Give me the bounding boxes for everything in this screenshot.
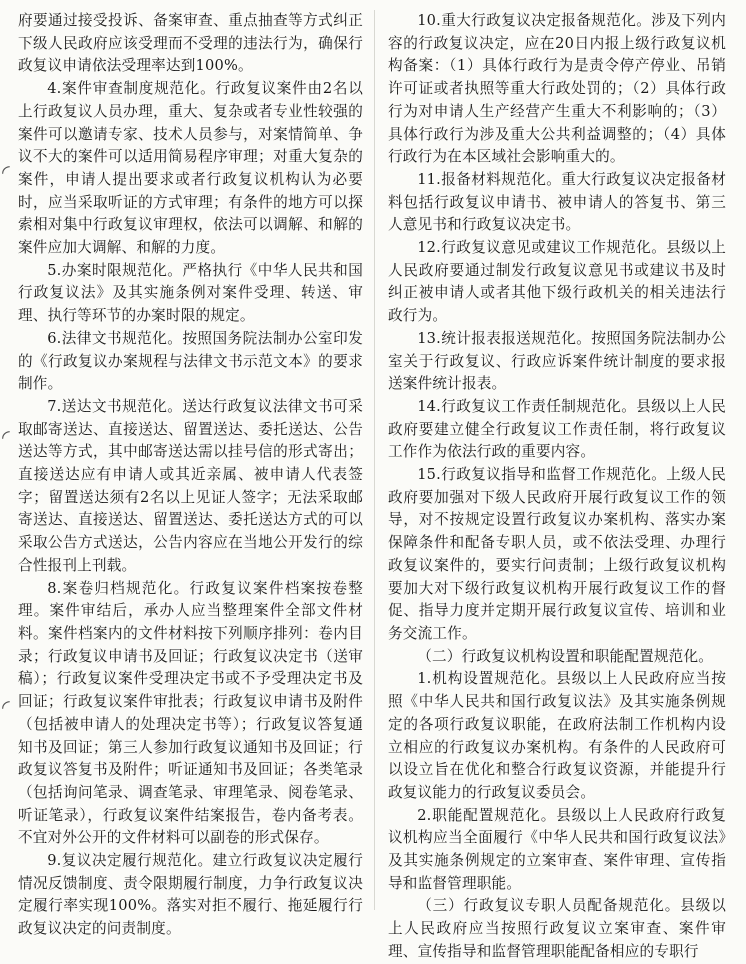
left-column xyxy=(18,10,363,941)
paragraph: 9.复议决定履行规范化。建立行政复议决定履行情况反馈制度、责令限期履行制度，力争行政复议决定履行率实现100%。落实对拒不履行、拖延履行行政复议决定的问责制度。 xyxy=(18,852,363,938)
paragraph: 5.办案时限规范化。严格执行《中华人民共和国行政复议法》及其实施条例对案件受理、转送、审理、执行等环节的办案时限的规定。 xyxy=(18,261,363,325)
paragraph: 7.送达文书规范化。送达行政复议法律文书可采取邮寄送达、直接送达、留置送达、委托送达、公告送达等方式，其中邮寄送达需以挂号信的形式寄出；直接送达应有申请人或其近亲属、被申请人代表签字；留置送达须有2名以上见证人签字；无法采取邮寄送达、直接送达、留置送达、委托送达方式的可以采取公告方式送达，公告内容应在当地公开发行的综合性报刊上刊载。 xyxy=(18,397,363,574)
paragraph: 2.职能配置规范化。县级以上人民政府行政复议机构应当全面履行《中华人民共和国行政复议法》及其实施条例规定的立案审查、案件审理、宣传指导和监督管理职能。 xyxy=(388,806,726,892)
paragraph: 15.行政复议指导和监督工作规范化。上级人民政府要加强对下级人民政府开展行政复议工作的领导，对不按规定设置行政复议办案机构、落实办案保障条件和配备专职人员，或不依法受理、办理行政复议案件的，要实行问责制；上级行政复议机构要加大对下级行政复议机构开展行政复议工作的督促、指导力度并定期开展行政复议宣传、培训和业务交流工作。 xyxy=(388,466,726,642)
paragraph: 1.机构设置规范化。县级以上人民政府应当按照《中华人民共和国行政复议法》及其实施条例规定的各项行政复议职能，在政府法制工作机构内设立相应的行政复议办案机构。有条件的人民政府可以设立旨在优化和整合行政复议资源，并能提升行政复议能力的行政复议委员会。 xyxy=(388,670,726,801)
column-divider xyxy=(374,10,375,910)
paragraph: 11.报备材料规范化。重大行政复议决定报备材料包括行政复议申请书、被申请人的答复书、第三人意见书和行政复议决定书。 xyxy=(388,170,726,234)
right-column xyxy=(388,10,726,964)
paragraph: 14.行政复议工作责任制规范化。县级以上人民政府要建立健全行政复议工作责任制，将行政复议工作作为依法行政的重要内容。 xyxy=(388,397,726,461)
binding-mark: ◜ xyxy=(2,695,10,719)
paragraph: 12.行政复议意见或建议工作规范化。县级以上人民政府要通过制发行政复议意见书或建议书及时纠正被申请人或者其他下级行政机关的相关违法行政行为。 xyxy=(388,239,726,325)
paragraph: 13.统计报表报送规范化。按照国务院法制办公室关于行政复议、行政应诉案件统计制度的要求报送案件统计报表。 xyxy=(388,329,726,393)
paragraph: 4.案件审查制度规范化。行政复议案件由2名以上行政复议人员办理，重大、复杂或者专业性较强的案件可以邀请专家、技术人员参与，对案情简单、争议不大的案件可以适用简易程序审理；对重大复杂的案件，申请人提出要求或者行政复议机构认为必要时，应当采取听证的方式审理；有条件的地方可以探索相对集中行政复议审理权，依法可以调解、和解的案件应加大调解、和解的力度。 xyxy=(18,80,363,257)
binding-mark: ◜ xyxy=(2,425,10,449)
paragraph: （三）行政复议专职人员配备规范化。县级以上人民政府应当按照行政复议立案审查、案件审理、宣传指导和监督管理职能配备相应的专职行 xyxy=(388,897,726,960)
paragraph: 8.案卷归档规范化。行政复议案件档案按卷整理。案件审结后，承办人应当整理案件全部文件材料。案件档案内的文件材料按下列顺序排列：卷内目录；行政复议申请书及回证；行政复议决定书（送审稿）；行政复议案件受理决定书或不予受理决定书及回证；行政复议案件审批表；行政复议申请书及附件（包括被申请人的处理决定书等）；行政复议答复通知书及回证；第三人参加行政复议通知书及回证；行政复议答复书及附件；听证通知书及回证；各类笔录（包括询问笔录、调查笔录、审理笔录、阅卷笔录、听证笔录），行政复议案件结案报告，卷内备考表。不宜对外公开的文件材料可以副卷的形式保存。 xyxy=(18,579,363,847)
paragraph: （二）行政复议机构设置和职能配置规范化。 xyxy=(417,647,714,665)
paragraph: 6.法律文书规范化。按照国务院法制办公室印发的《行政复议办案规程与法律文书示范文本》的要求制作。 xyxy=(18,329,363,393)
binding-mark: ◜ xyxy=(2,160,10,184)
paragraph: 府要通过接受投诉、备案审查、重点抽查等方式纠正下级人民政府应该受理而不受理的违法行为，确保行政复议申请依法受理率达到100%。 xyxy=(18,12,363,75)
paragraph: 10.重大行政复议决定报备规范化。涉及下列内容的行政复议决定，应在20日内报上级行政复议机构备案：（1）具体行政行为是责令停产停业、吊销许可证或者执照等重大行政处罚的；（2）具体行政行为对申请人生产经营产生重大不利影响的；（3）具体行政行为涉及重大公共利益调整的；（4）具体行政行为在本区域社会影响重大的。 xyxy=(388,12,726,166)
